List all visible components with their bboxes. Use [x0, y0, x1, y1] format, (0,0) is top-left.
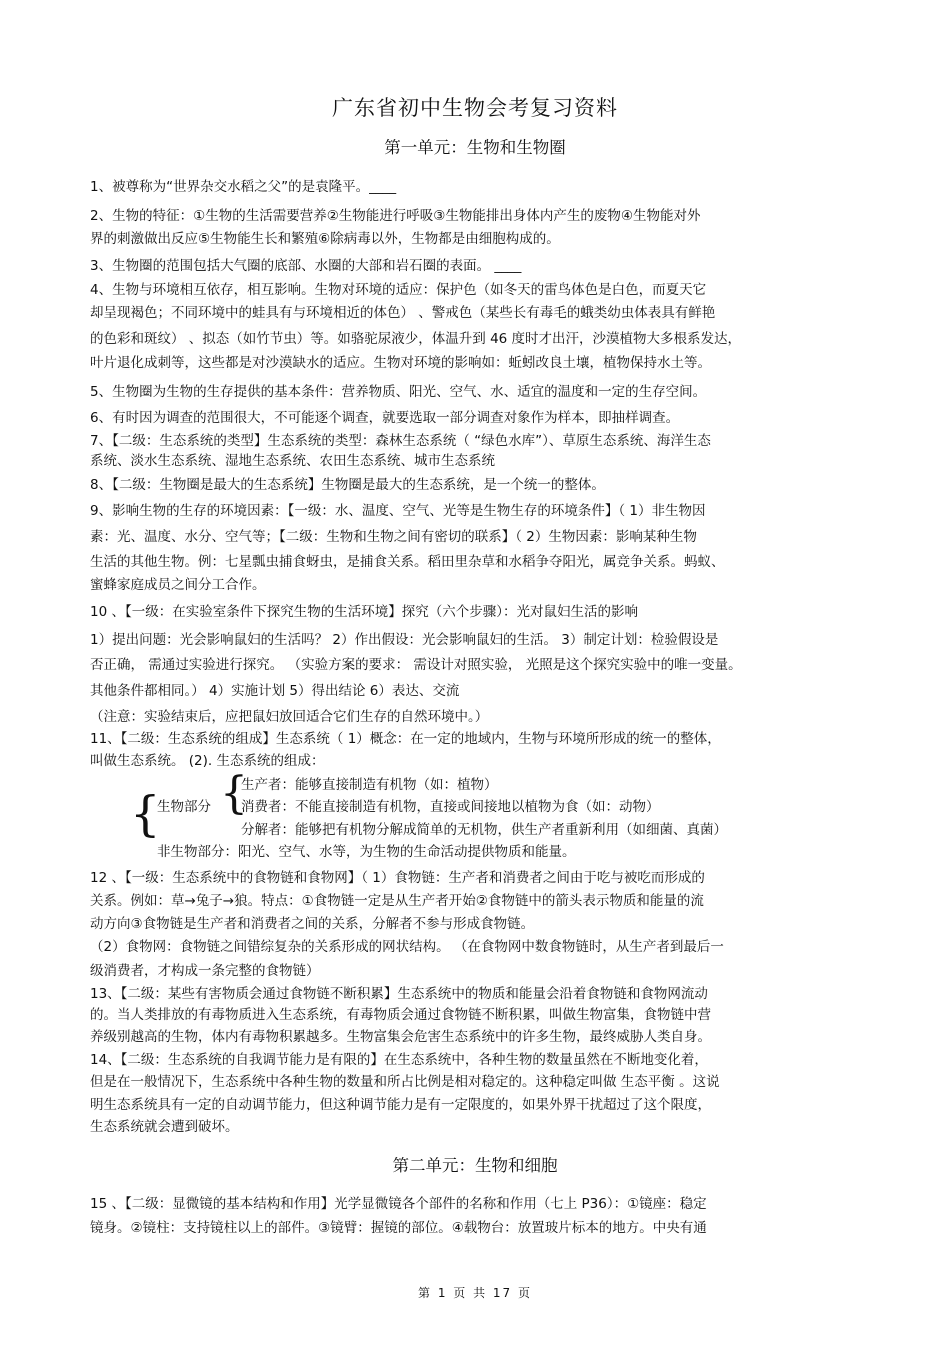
page-title: 广东省初中生物会考复习资料: [332, 96, 618, 120]
text-line: 明生态系统具有一定的自动调节能力，但这种调节能力是有一定限度的，如果外界干扰超过了这个限度，: [90, 1097, 711, 1113]
text-line: 14、【二级：生态系统的自我调节能力是有限的】在生态系统中，各种生物的数量虽然在不断地变化着，: [90, 1052, 708, 1068]
text-line: （注意：实验结束后，应把鼠妇放回适合它们生存的自然环境中。）: [90, 709, 489, 725]
unit2-heading: 第二单元：生物和细胞: [392, 1156, 558, 1175]
text-line: 3、生物圈的范围包括大气圈的底部、水圈的大部和岩石圈的表面。 ____: [90, 258, 522, 274]
decomposer-line: 分解者：能够把有机物分解成简单的无机物，供生产者重新利用（如细菌、真菌）: [241, 822, 727, 838]
text-line: 素：光、温度、水分、空气等；【二级：生物和生物之间有密切的联系】（ 2）生物因素：影响某种生物: [90, 529, 697, 545]
text-line: 9、影响生物的生存的环境因素：【一级：水、温度、空气、光等是生物生存的环境条件】（ 1）非生物因: [90, 503, 706, 519]
inner-brace-icon: {: [220, 768, 248, 819]
text-line: 13、【二级：某些有害物质会通过食物链不断积累】生态系统中的物质和能量会沿着食物链和食物网流动: [90, 986, 708, 1002]
text-line: 系统、淡水生态系统、湿地生态系统、农田生态系统、城市生态系统: [90, 453, 495, 469]
text-line: 养级别越高的生物，体内有毒物积累越多。生物富集会危害生态系统中的许多生物，最终威胁人类自身。: [90, 1029, 711, 1045]
text-line: 却呈现褐色；不同环境中的蛙具有与环境相近的体色） 、警戒色（某些长有毒毛的蛾类幼虫体表具有鲜艳: [90, 305, 716, 321]
producer-line: 生产者：能够直接制造有机物（如：植物）: [241, 777, 498, 793]
text-line: 12 、【一级：生态系统中的食物链和食物网】（ 1）食物链：生产者和消费者之间由于吃与被吃而形成的: [90, 870, 705, 886]
text-line: 叶片退化成刺等，这些都是对沙漠缺水的适应。生物对环境的影响如：蚯蚓改良土壤，植物保持水土等。: [90, 355, 711, 371]
text-line: 15 、【二级：显微镜的基本结构和作用】光学显微镜各个部件的名称和作用（七上 P36）：①镜座：稳定: [90, 1196, 707, 1212]
text-line: 10 、【一级：在实验室条件下探究生物的生活环境】探究（六个步骤）：光对鼠妇生活的影响: [90, 604, 638, 620]
abiotic-line: 非生物部分：阳光、空气、水等，为生物的生命活动提供物质和能量。: [157, 844, 576, 860]
text-line: 否正确， 需通过实验进行探究。 （实验方案的要求： 需设计对照实验， 光照是这个探究实验中的唯一变量。: [90, 657, 742, 673]
text-line: 11、【二级：生态系统的组成】生态系统（ 1）概念：在一定的地域内，生物与环境所形成的统一的整体，: [90, 731, 721, 747]
outer-brace-icon: {: [130, 786, 161, 842]
consumer-line: 消费者：不能直接制造有机物，直接或间接地以植物为食（如：动物）: [241, 799, 660, 815]
text-line: 2、生物的特征：①生物的生活需要营养②生物能进行呼吸③生物能排出身体内产生的废物④生物能对外: [90, 208, 701, 224]
text-line: 8、【二级：生物圈是最大的生态系统】生物圈是最大的生态系统，是一个统一的整体。: [90, 477, 605, 493]
text-line: 关系。例如：草→兔子→狼。特点：①食物链一定是从生产者开始②食物链中的箭头表示物质和能量的流: [90, 893, 704, 909]
text-line: 5、生物圈为生物的生存提供的基本条件：营养物质、阳光、空气、水、适宜的温度和一定的生存空间。: [90, 384, 707, 400]
text-line: 其他条件都相同。） 4）实施计划 5）得出结论 6）表达、交流: [90, 683, 460, 699]
text-line: 的。当人类排放的有毒物质进入生态系统，有毒物质会通过食物链不断积累，叫做生物富集，食物链中营: [90, 1007, 711, 1023]
unit1-heading: 第一单元：生物和生物圈: [384, 138, 566, 157]
text-line: 1）提出问题：光会影响鼠妇的生活吗？ 2）作出假设：光会影响鼠妇的生活。 3）制定计划：检验假设是: [90, 632, 719, 648]
text-line: 蜜蜂家庭成员之间分工合作。: [90, 577, 266, 593]
text-line: 1、被尊称为“世界杂交水稻之父”的是袁隆平。____: [90, 179, 397, 195]
text-line: 但是在一般情况下，生态系统中各种生物的数量和所占比例是相对稳定的。这种稳定叫做 生态平衡 。这说: [90, 1074, 720, 1090]
text-line: 4、生物与环境相互依存，相互影响。生物对环境的适应：保护色（如冬天的雷鸟体色是白色，而夏天它: [90, 282, 707, 298]
text-line: （2）食物网：食物链之间错综复杂的关系形成的网状结构。 （在食物网中数食物链时，从生产者到最后一: [90, 939, 724, 955]
text-line: 叫做生态系统。 (2). 生态系统的组成：: [90, 753, 325, 769]
text-line: 动方向③食物链是生产者和消费者之间的关系，分解者不参与形成食物链。: [90, 916, 535, 932]
text-line: 界的刺激做出反应⑤生物能生长和繁殖⑥除病毒以外，生物都是由细胞构成的。: [90, 231, 560, 247]
text-line: 级消费者，才构成一条完整的食物链）: [90, 963, 320, 979]
biotic-label: 生物部分: [157, 799, 211, 815]
text-line: 的色彩和斑纹） 、拟态（如竹节虫）等。如骆驼尿液少，体温升到 46 度时才出汗，沙漠植物大多根系发达，: [90, 331, 742, 347]
text-line: 镜身。②镜柱：支持镜柱以上的部件。③镜臂：握镜的部位。④载物台：放置玻片标本的地方。中央有通: [90, 1220, 707, 1236]
text-line: 6、有时因为调查的范围很大，不可能逐个调查，就要选取一部分调查对象作为样本，即抽样调查。: [90, 410, 680, 426]
page-footer: 第 1 页 共 17 页: [418, 1286, 532, 1300]
text-line: 7、【二级：生态系统的类型】生态系统的类型：森林生态系统（ “绿色水库”）、草原生态系统、海洋生态: [90, 433, 711, 449]
text-line: 生态系统就会遭到破坏。: [90, 1119, 239, 1135]
text-line: 生活的其他生物。例：七星瓢虫捕食蚜虫，是捕食关系。稻田里杂草和水稻争夺阳光，属竞争关系。蚂蚁、: [90, 554, 725, 570]
